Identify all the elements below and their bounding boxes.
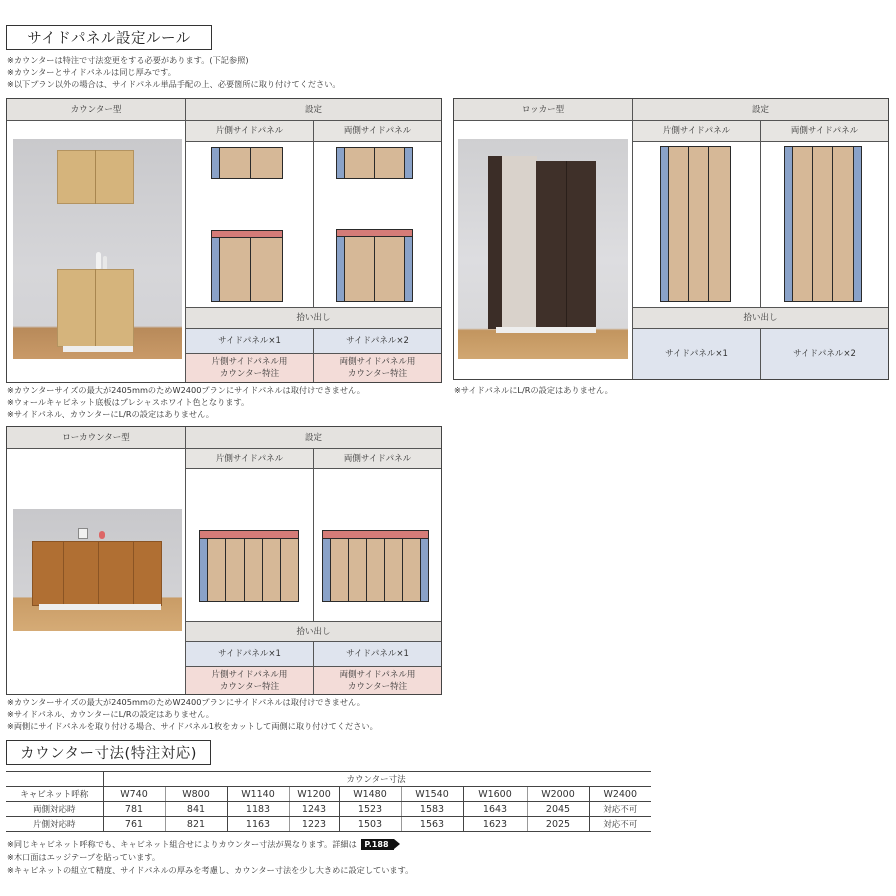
type-header	[7, 99, 185, 120]
dimension-notes	[7, 838, 413, 877]
note-line: ※木口面はエッジテープを貼っています。	[7, 852, 161, 862]
divider	[313, 329, 314, 382]
setting-label: 設定	[304, 432, 322, 443]
order-both-sides	[314, 354, 441, 382]
diagram-counter-both-sides	[336, 229, 413, 302]
counter-type-notes	[7, 384, 365, 420]
table-cell: W740	[103, 787, 165, 802]
col-label: 両側サイドパネル	[790, 126, 859, 136]
setting-header	[186, 427, 441, 448]
tall-locker-photo	[458, 139, 628, 359]
divider	[313, 121, 314, 307]
table-cell: 781	[103, 802, 165, 817]
type-label: ローカウンター型	[62, 432, 130, 443]
table-cell: 2045	[527, 802, 589, 817]
section-title-side-panel-rules	[6, 25, 212, 50]
type-label: カウンター型	[70, 104, 122, 115]
col-header-one-side	[633, 121, 760, 141]
table-cell: 1503	[339, 817, 401, 832]
table-cell: 対応不可	[589, 802, 651, 817]
table-group-header-row	[6, 772, 651, 787]
type-header	[7, 427, 185, 448]
diagram-wall-both-sides	[336, 147, 413, 179]
table-cell: W1480	[339, 787, 401, 802]
row-label: 片側対応時	[6, 817, 103, 832]
note-line: ※サイドパネルにL/Rの設定はありません。	[454, 385, 613, 395]
setting-header	[633, 99, 888, 120]
table-cell: W1540	[401, 787, 463, 802]
counter-type-panel	[6, 98, 442, 383]
table-cell: W1200	[289, 787, 339, 802]
col-header-both-sides	[761, 121, 888, 141]
col-header-both-sides	[314, 449, 441, 468]
order-line: カウンター特注	[347, 369, 408, 379]
order-one-side	[186, 354, 313, 382]
pickup-one-side	[186, 329, 313, 353]
pickup-value: サイドパネル×1	[665, 349, 728, 359]
table-cell: 821	[165, 817, 227, 832]
note-text: ※同じキャビネット呼称でも、キャビネット組合せによりカウンター寸法が異なります。詳細は	[7, 839, 357, 849]
table-cell: 1223	[289, 817, 339, 832]
col-header-one-side	[186, 449, 313, 468]
order-line: 両側サイドパネル用	[339, 669, 416, 680]
setting-label: 設定	[751, 104, 769, 115]
table-cell: 1183	[227, 802, 289, 817]
note-line: ※カウンターとサイドパネルは同じ厚みです。	[7, 67, 176, 77]
pickup-header	[633, 308, 888, 328]
pickup-both-sides	[314, 329, 441, 353]
table-cell: 1583	[401, 802, 463, 817]
order-line: 片側サイドパネル用	[211, 669, 288, 680]
row-label: キャビネット呼称	[6, 787, 103, 802]
table-cell: 1643	[463, 802, 527, 817]
order-line: カウンター特注	[347, 681, 408, 692]
col-label: 片側サイドパネル	[662, 126, 731, 136]
section-title-text: サイドパネル設定ルール	[27, 31, 191, 47]
table-cell: W1140	[227, 787, 289, 802]
order-one-side	[186, 667, 313, 694]
order-line: 片側サイドパネル用	[211, 357, 288, 367]
section-title-counter-dimensions	[6, 740, 211, 765]
table-cell: 1523	[339, 802, 401, 817]
table-corner-cell	[6, 772, 103, 787]
section-title-text: カウンター寸法(特注対応)	[20, 746, 197, 762]
counter-dimension-table	[6, 771, 651, 832]
col-label: 両側サイドパネル	[343, 126, 412, 136]
note-line: ※カウンターサイズの最大が2405mmのためW2400プランにサイドパネルは取付けできません。	[7, 385, 365, 395]
table-cell: 1243	[289, 802, 339, 817]
locker-type-panel	[453, 98, 889, 380]
col-label: 片側サイドパネル	[215, 126, 284, 136]
note-line: ※両側にサイドパネルを取り付ける場合、サイドパネル1枚をカットして両側に取り付けてください。	[7, 721, 378, 731]
diagram-low-counter-one-side	[199, 530, 299, 602]
table-cell: W2000	[527, 787, 589, 802]
note-line: ※カウンターサイズの最大が2405mmのためW2400プランにサイドパネルは取付けできません。	[7, 697, 365, 707]
diagram-locker-both-sides	[784, 146, 862, 302]
pickup-label: 拾い出し	[296, 626, 331, 637]
locker-type-notes	[454, 384, 613, 396]
table-group-header: カウンター寸法	[103, 772, 651, 787]
table-cell: 対応不可	[589, 817, 651, 832]
order-line: カウンター特注	[219, 681, 280, 692]
note-line	[7, 838, 413, 851]
table-cell: 1623	[463, 817, 527, 832]
setting-header	[186, 99, 441, 120]
pickup-value: サイドパネル×1	[218, 336, 281, 346]
setting-label: 設定	[304, 104, 322, 115]
type-header	[454, 99, 632, 120]
table-row	[6, 787, 651, 802]
pickup-both-sides	[314, 642, 441, 666]
diagram-low-counter-both-sides	[322, 530, 429, 602]
low-counter-cabinet-photo	[13, 509, 182, 631]
pickup-header	[186, 308, 441, 328]
pickup-label: 拾い出し	[296, 313, 331, 323]
col-header-both-sides	[314, 121, 441, 141]
diagram-locker-one-side	[660, 146, 731, 302]
col-header-one-side	[186, 121, 313, 141]
type-label: ロッカー型	[521, 104, 565, 115]
col-label: 両側サイドパネル	[343, 453, 412, 464]
intro-notes	[7, 54, 341, 90]
note-line: ※以下プラン以外の場合は、サイドパネル単品手配の上、必要箇所に取り付けてください。	[7, 79, 341, 89]
pickup-value: サイドパネル×1	[218, 649, 281, 659]
diagram-counter-one-side	[211, 230, 283, 302]
note-line: ※サイドパネル、カウンターにL/Rの設定はありません。	[7, 709, 214, 719]
order-both-sides	[314, 667, 441, 694]
note-line: ※カウンターは特注で寸法変更をする必要があります。(下記参照)	[7, 55, 249, 65]
page-reference-link[interactable]: P.188	[361, 839, 393, 850]
pickup-header	[186, 622, 441, 641]
table-cell: 1563	[401, 817, 463, 832]
note-line: ※キャビネットの組立て精度、サイドパネルの厚みを考慮し、カウンター寸法を少し大きめに設定しています。	[7, 865, 414, 875]
col-label: 片側サイドパネル	[215, 453, 284, 464]
divider	[313, 642, 314, 694]
pickup-one-side	[186, 642, 313, 666]
order-line: カウンター特注	[219, 369, 280, 379]
table-cell: W800	[165, 787, 227, 802]
table-row	[6, 817, 651, 832]
table-cell: 841	[165, 802, 227, 817]
divider	[313, 449, 314, 621]
pickup-one-side	[633, 329, 760, 379]
note-line: ※ウォールキャビネット底板はプレシャスホワイト色となります。	[7, 397, 250, 407]
low-counter-type-notes	[7, 696, 378, 732]
table-row	[6, 802, 651, 817]
pickup-both-sides	[761, 329, 888, 379]
pickup-value: サイドパネル×2	[346, 336, 409, 346]
table-cell: W1600	[463, 787, 527, 802]
pickup-label: 拾い出し	[743, 313, 778, 323]
pickup-value: サイドパネル×2	[793, 349, 856, 359]
order-line: 両側サイドパネル用	[339, 357, 416, 367]
table-cell: 1163	[227, 817, 289, 832]
table-cell: W2400	[589, 787, 651, 802]
low-counter-type-panel	[6, 426, 442, 695]
row-label: 両側対応時	[6, 802, 103, 817]
pickup-value: サイドパネル×1	[346, 649, 409, 659]
note-line: ※サイドパネル、カウンターにL/Rの設定はありません。	[7, 409, 214, 419]
diagram-wall-one-side	[211, 147, 283, 179]
table-cell: 761	[103, 817, 165, 832]
wall-cabinet-and-counter-photo	[13, 139, 182, 359]
table-cell: 2025	[527, 817, 589, 832]
